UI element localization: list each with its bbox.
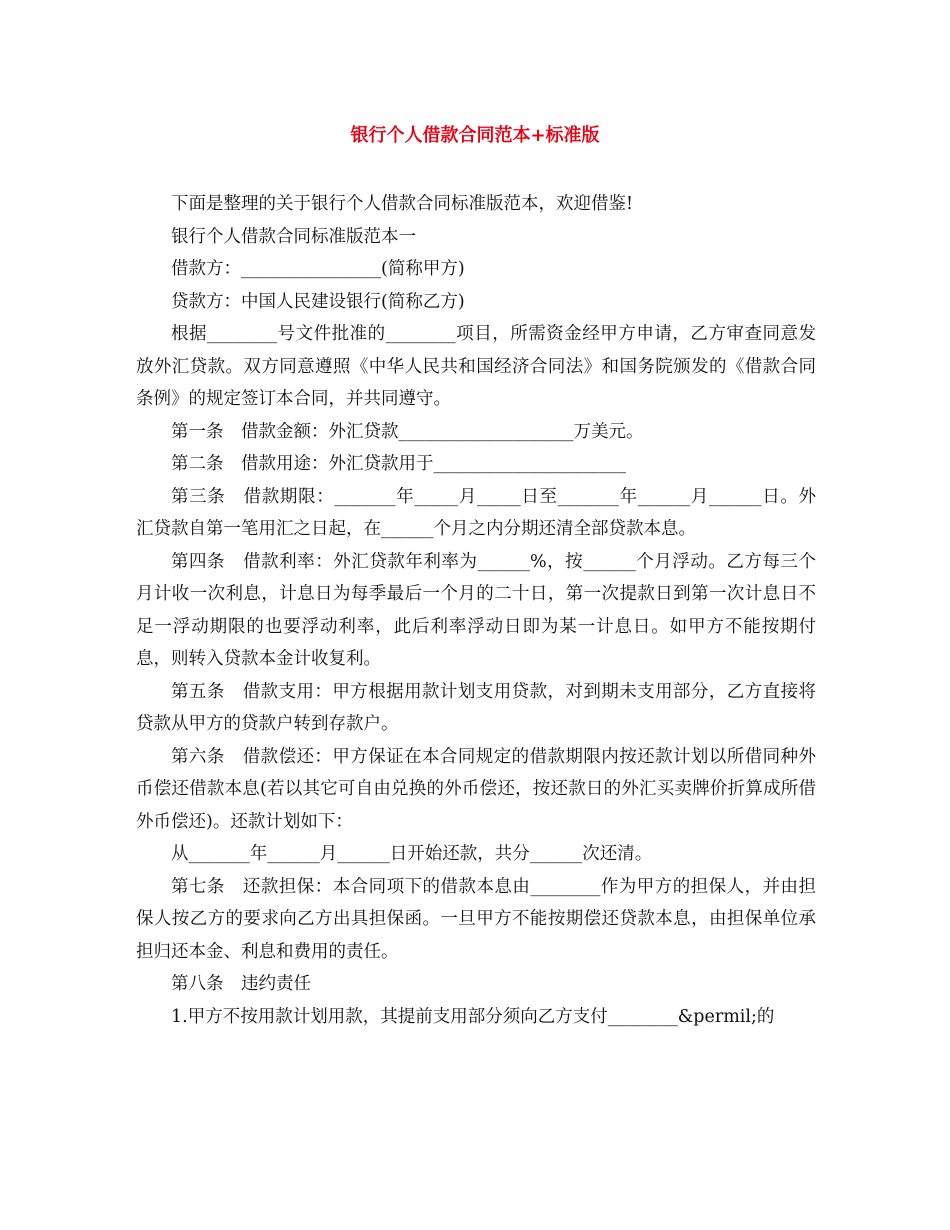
intro-paragraph: 下面是整理的关于银行个人借款合同标准版范本，欢迎借鉴! <box>171 194 634 214</box>
article-4: 第四条 借款利率：外汇贷款年利率为______%，按______个月浮动。乙方每三个月计收一次利息，计息日为每季最后一个月的二十日，第一次提款日到第一次计息日不足一浮动期限的也要浮动利率，此后利率浮动日即为某一计息日。如甲方不能按期付息，则转入贷款本金计收复利。 <box>136 551 816 669</box>
article-8-item-1: 1.甲方不按用款计划用款，其提前支用部分须向乙方支付________&permil;的 <box>171 1006 775 1027</box>
article-7: 第七条 还款担保：本合同项下的借款本息由________作为甲方的担保人，并由担保人按乙方的要求向乙方出具担保函。一旦甲方不能按期偿还贷款本息，由担保单位承担归还本金、利息和费用的责任。 <box>136 876 816 962</box>
document-title: 银行个人借款合同范本+标准版 <box>350 125 600 146</box>
borrower-line: 借款方：________________(简称甲方) <box>171 259 465 279</box>
preamble-paragraph: 根据________号文件批准的________项目，所需资金经甲方申请，乙方审查同意发放外汇贷款。双方同意遵照《中华人民共和国经济合同法》和国务院颁发的《借款合同条例》的规定签订本合同，并共同遵守。 <box>136 324 816 409</box>
article-1: 第一条 借款金额：外汇贷款____________________万美元。 <box>171 421 644 442</box>
section-heading: 银行个人借款合同标准版范本一 <box>171 226 416 247</box>
repayment-schedule-line: 从_______年______月______日开始还款，共分______次还清。 <box>171 844 653 864</box>
article-3: 第三条 借款期限：_______年_____月_____日至_______年______月______日。外汇贷款自第一笔用汇之日起，在______个月之内分期还清全部贷款本息。 <box>136 486 816 539</box>
document-body <box>136 188 816 1033</box>
article-8-heading: 第八条 违约责任 <box>171 974 311 994</box>
article-6: 第六条 借款偿还：甲方保证在本合同规定的借款期限内按还款计划以所借同种外币偿还借款本息(若以其它可自由兑换的外币偿还，按还款日的外汇买卖牌价折算成所借外币偿还)。还款计划如下： <box>136 746 816 832</box>
lender-line: 贷款方：中国人民建设银行(简称乙方) <box>171 291 465 312</box>
article-5: 第五条 借款支用：甲方根据用款计划支用贷款，对到期未支用部分，乙方直接将贷款从甲方的贷款户转到存款户。 <box>136 681 816 734</box>
article-2: 第二条 借款用途：外汇贷款用于______________________ <box>171 454 626 474</box>
